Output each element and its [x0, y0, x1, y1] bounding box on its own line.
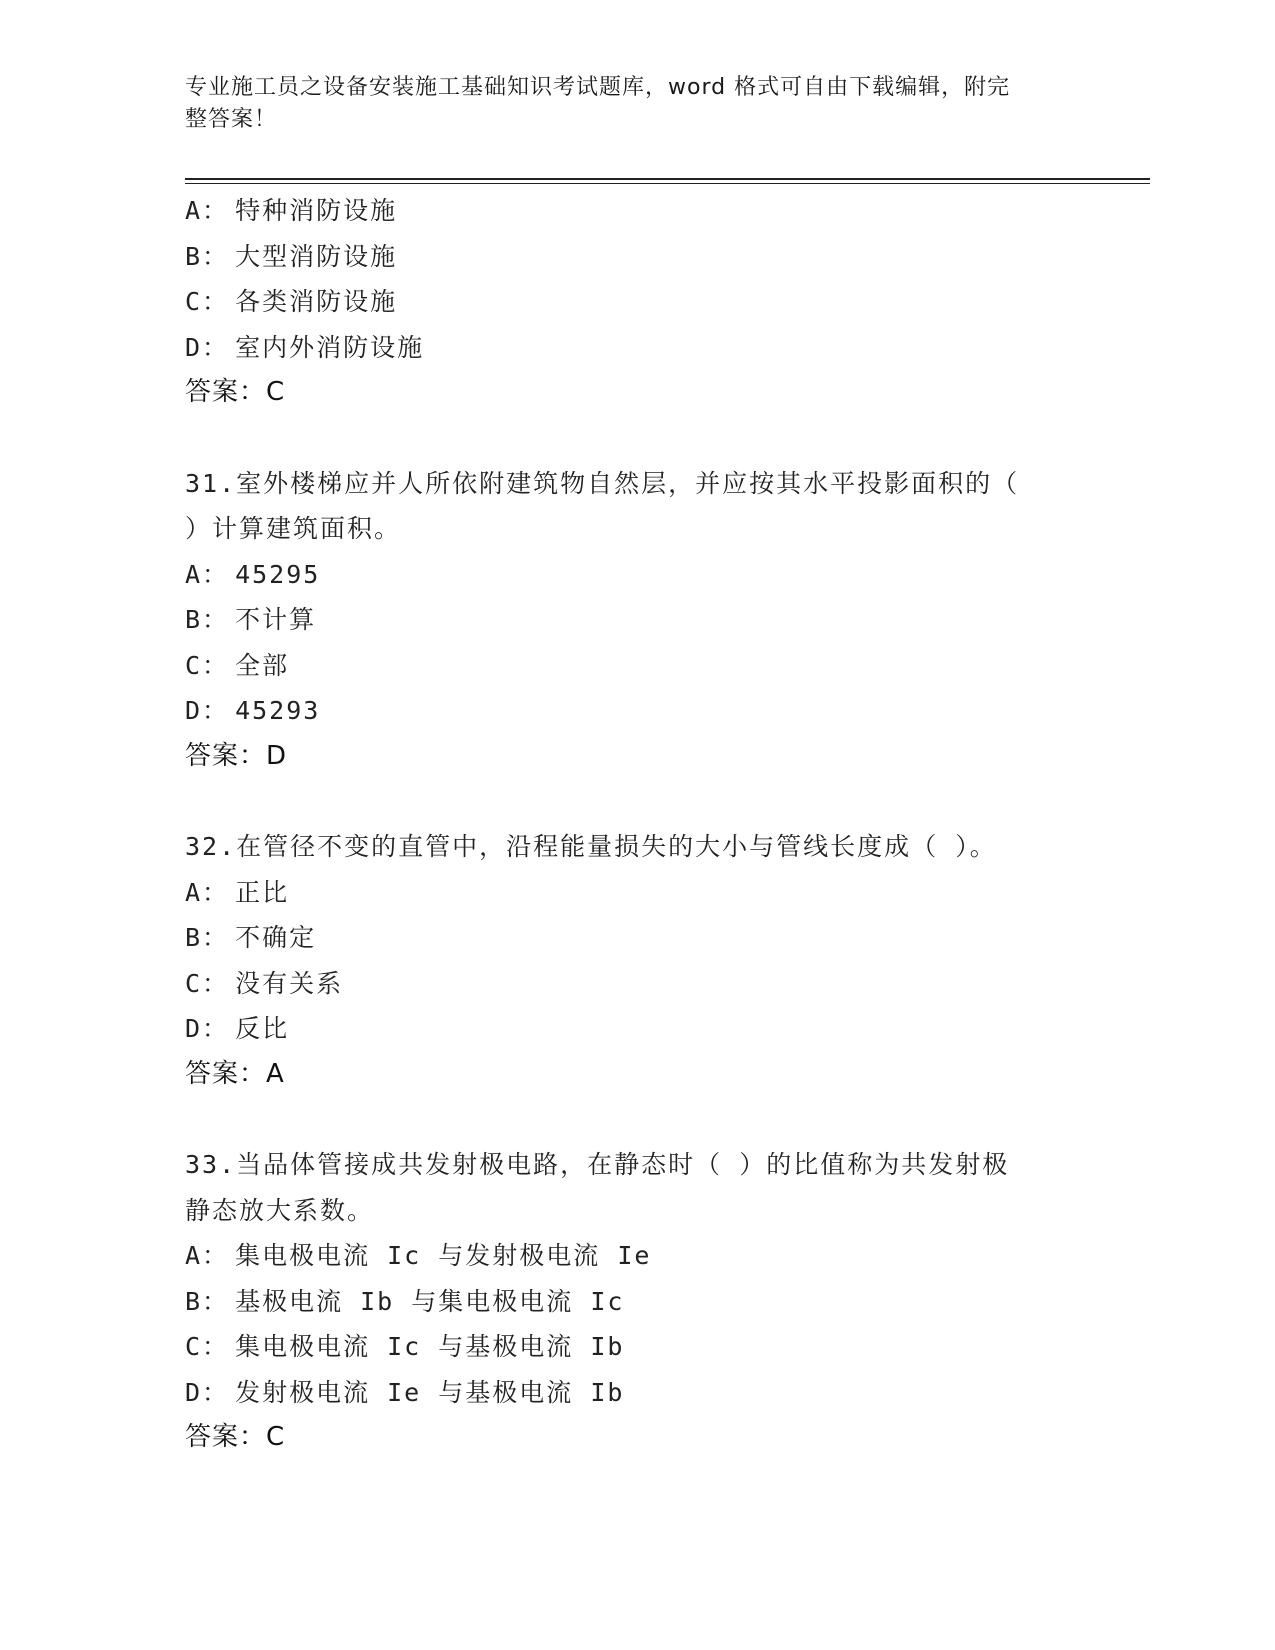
option-text: 不计算 [235, 605, 317, 634]
option-d [185, 1370, 1085, 1416]
question-stem-line-1: 32.在管径不变的直管中，沿程能量损失的大小与管线长度成（ ）。 [185, 832, 997, 861]
option-label: B： [185, 241, 230, 271]
question-list [185, 188, 1085, 1461]
option-text: 45295 [235, 559, 321, 589]
question-stem-line-2: ）计算建筑面积。 [185, 514, 402, 543]
option-text: 发射极电流 Ie 与基极电流 Ib [235, 1377, 625, 1407]
header-line-1: 专业施工员之设备安装施工基础知识考试题库，word 格式可自由下载编辑，附完 [185, 75, 1011, 100]
option-text: 反比 [235, 1014, 290, 1043]
answer-line: 答案：C [185, 1422, 286, 1452]
option-text: 45293 [235, 696, 321, 725]
option-text: 特种消防设施 [235, 196, 398, 225]
option-text: 不确定 [235, 923, 317, 952]
option-a [185, 870, 1085, 916]
option-text: 没有关系 [235, 968, 344, 998]
option-text: 室内外消防设施 [235, 332, 425, 362]
option-label: B： [185, 923, 230, 952]
option-c [185, 1324, 1085, 1370]
header-line-2: 整答案！ [185, 107, 278, 132]
option-label: C： [185, 1332, 230, 1361]
document-header [185, 72, 1065, 136]
option-label: D： [185, 332, 230, 362]
option-label: B： [185, 605, 230, 634]
option-label: D： [185, 1377, 230, 1407]
option-d [185, 325, 1085, 371]
answer-line: 答案：A [185, 1058, 285, 1089]
option-c [185, 643, 1085, 689]
option-d [185, 1006, 1085, 1052]
option-text: 集电极电流 Ic 与发射极电流 Ie [235, 1241, 652, 1270]
option-label: C： [185, 287, 230, 316]
option-text: 大型消防设施 [235, 241, 398, 271]
question-block-32 [185, 824, 1085, 1097]
option-d [185, 688, 1085, 734]
question-block-31 [185, 461, 1085, 780]
question-block-30 [185, 188, 1085, 416]
option-a [185, 188, 1085, 234]
option-label: C： [185, 650, 230, 680]
option-c [185, 279, 1085, 325]
option-label: D： [185, 1014, 230, 1043]
option-b [185, 597, 1085, 643]
option-label: D： [185, 696, 230, 725]
question-stem-line-2: 静态放大系数。 [185, 1195, 375, 1225]
question-block-33 [185, 1142, 1085, 1461]
option-text: 基极电流 Ib 与集电极电流 Ic [235, 1286, 625, 1316]
option-label: A： [185, 196, 230, 225]
option-a [185, 1233, 1085, 1279]
option-c [185, 961, 1085, 1007]
option-b [185, 234, 1085, 280]
answer-line: 答案：D [185, 740, 288, 771]
option-a [185, 552, 1085, 598]
option-b [185, 915, 1085, 961]
question-stem-line-1: 31.室外楼梯应并人所依附建筑物自然层，并应按其水平投影面积的（ [185, 468, 1020, 498]
question-stem-line-1: 33.当品体管接成共发射极电路，在静态时（ ）的比值称为共发射极 [185, 1150, 1010, 1179]
option-label: B： [185, 1286, 230, 1316]
answer-line: 答案：C [185, 377, 286, 407]
header-rule-thin [185, 183, 1150, 184]
question-stem [185, 461, 1065, 552]
option-label: A： [185, 1241, 230, 1270]
question-stem [185, 1142, 1065, 1233]
question-stem [185, 824, 1065, 870]
option-label: A： [185, 559, 230, 589]
option-text: 正比 [235, 877, 290, 907]
header-rule-thick [185, 178, 1150, 180]
option-text: 集电极电流 Ic 与基极电流 Ib [235, 1332, 625, 1361]
option-text: 各类消防设施 [235, 287, 398, 316]
option-label: C： [185, 968, 230, 998]
option-b [185, 1279, 1085, 1325]
option-label: A： [185, 877, 230, 907]
option-text: 全部 [235, 650, 290, 680]
